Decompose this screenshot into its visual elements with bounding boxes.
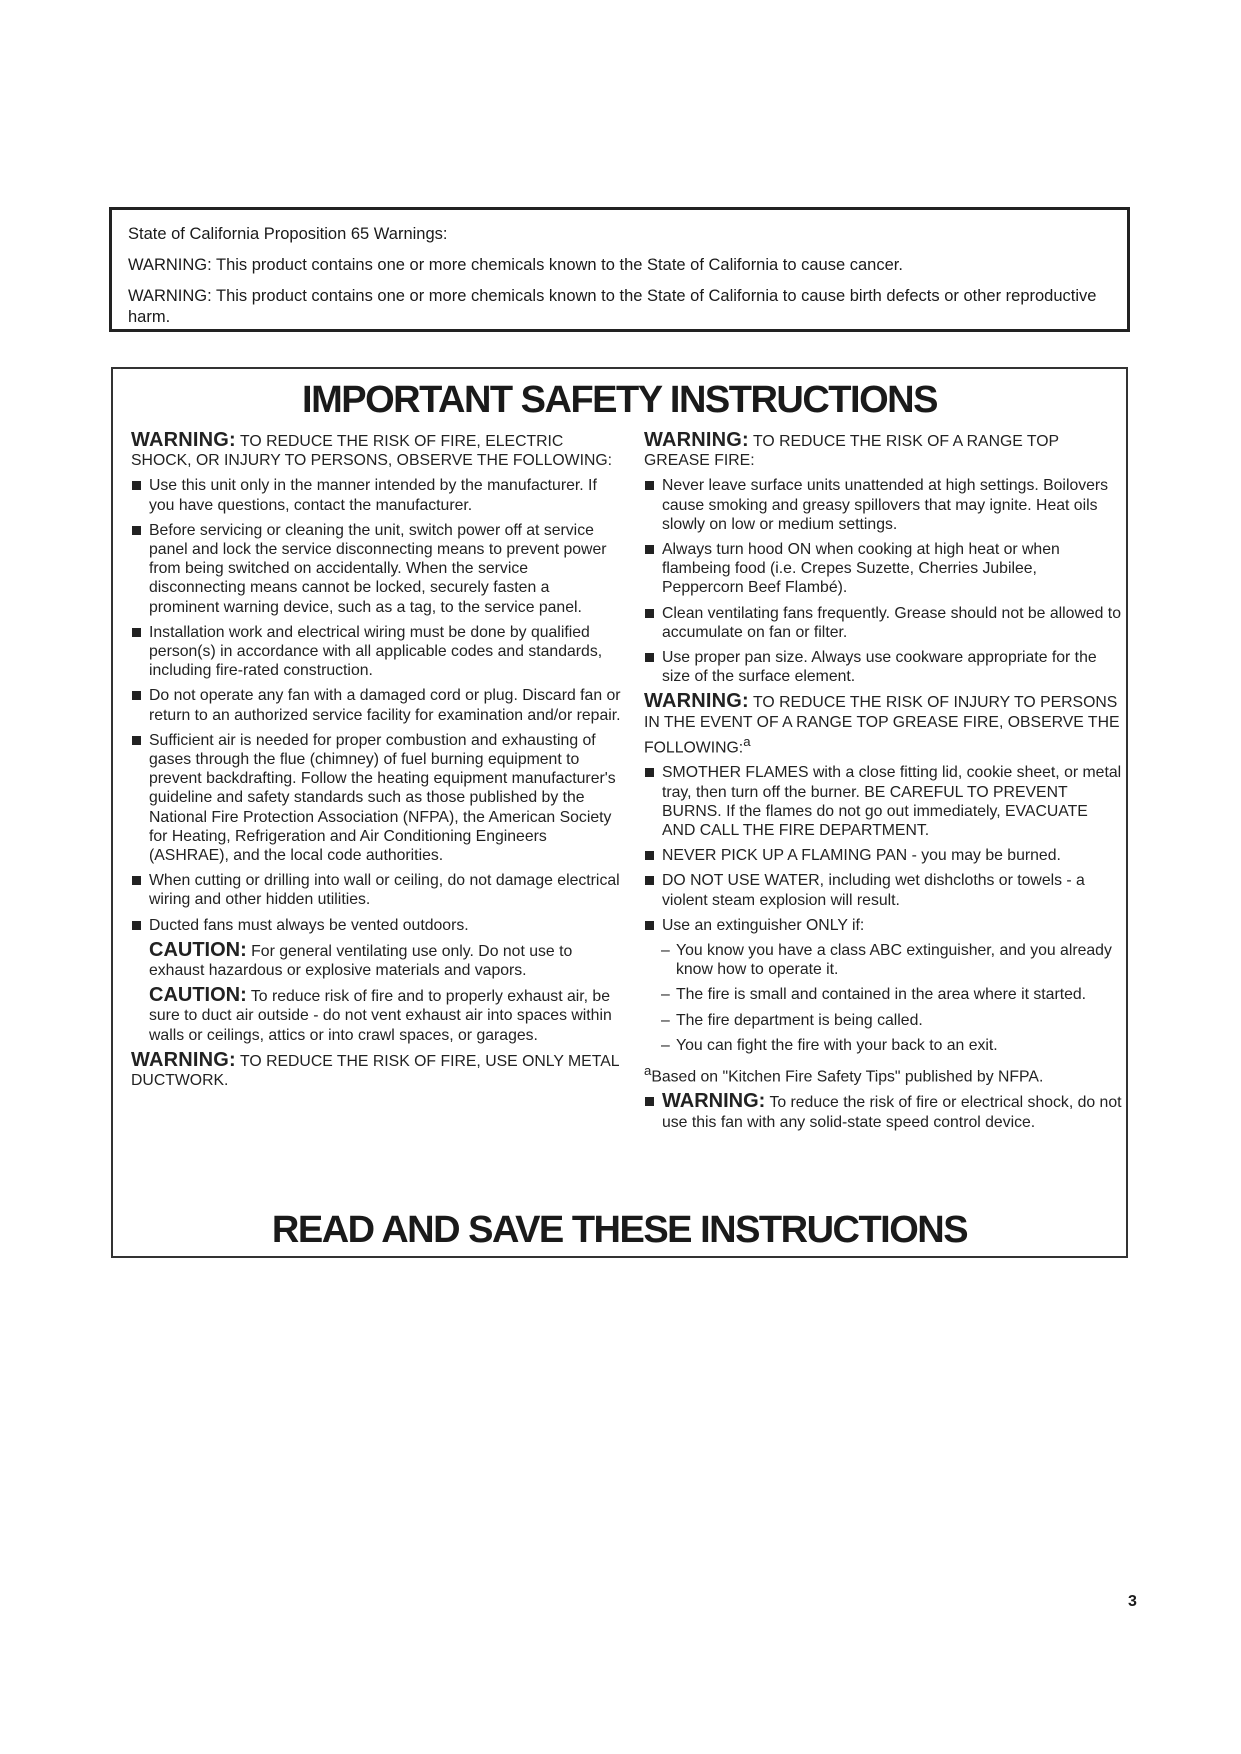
safety-instructions-box — [111, 367, 1128, 1258]
footnote — [644, 1061, 1122, 1086]
right-item-8: Use an extinguisher ONLY if: — [644, 916, 1122, 935]
right-item-2: Always turn hood ON when cooking at high heat or when flambeing food (i.e. Crepes Suzette, Cherries Jubilee, Peppercorn Beef Flambé). — [644, 540, 1122, 598]
left-item-5: Sufficient air is needed for proper combustion and exhausting of gases through the flue (chimney) of fuel burning equipment to prevent backdrafting. Follow the heating equipment manufacturer's guideline and safety standards such as those published by the National Fire Protection Association (NFPA), the American Society for Heating, Refrigeration and Air Conditioning Engineers (ASHRAE), and the local code authorities. — [131, 731, 621, 865]
caution-keyword: CAUTION: — [149, 984, 247, 1007]
right-item-6: NEVER PICK UP A FLAMING PAN - you may be burned. — [644, 846, 1122, 865]
prop65-title: State of California Proposition 65 Warnings: — [128, 225, 448, 243]
left-warning-heading — [131, 431, 621, 470]
right-warning-speed-control — [644, 1092, 1122, 1131]
left-item-6: When cutting or drilling into wall or ceiling, do not damage electrical wiring and other hidden utilities. — [131, 871, 621, 909]
left-warning-ductwork — [131, 1048, 621, 1090]
prop65-warning-birth-defects: WARNING: This product contains one or more chemicals known to the State of California to cause birth defects or other reproductive harm. — [128, 287, 1097, 326]
footnote-text: Based on "Kitchen Fire Safety Tips" published by NFPA. — [651, 1068, 1044, 1086]
safety-title: IMPORTANT SAFETY INSTRUCTIONS — [302, 379, 937, 421]
left-item-7: Ducted fans must always be vented outdoors. — [131, 916, 621, 935]
read-and-save-title: READ AND SAVE THESE INSTRUCTIONS — [271, 1209, 968, 1251]
right-item-5: SMOTHER FLAMES with a close fitting lid, cookie sheet, or metal tray, then turn off the burner. BE CAREFUL TO PREVENT BURNS. If the flames do not go out immediately, EVACUATE AND CALL THE FIRE DEPARTMENT. — [644, 763, 1122, 840]
page-number: 3 — [1128, 1593, 1137, 1610]
extinguisher-condition-1: – You know you have a class ABC extinguisher, and you already know how to operate it. — [644, 941, 1122, 979]
right-item-3: Clean ventilating fans frequently. Grease should not be allowed to accumulate on fan or filter. — [644, 604, 1122, 642]
extinguisher-condition-4: – You can fight the fire with your back to an exit. — [644, 1036, 1122, 1055]
right-item-7: DO NOT USE WATER, including wet dishcloths or towels - a violent steam explosion will result. — [644, 871, 1122, 909]
warning-keyword: WARNING: — [644, 429, 749, 451]
right-item-4: Use proper pan size. Always use cookware appropriate for the size of the surface element. — [644, 648, 1122, 686]
right-warning-grease-fire — [644, 692, 1122, 757]
extinguisher-condition-2: – The fire is small and contained in the area where it started. — [644, 985, 1122, 1004]
right-column — [644, 431, 1122, 1138]
warning-text: TO REDUCE THE RISK OF FIRE, USE ONLY METAL DUCTWORK. — [131, 1052, 619, 1090]
caution-duct-air — [149, 986, 621, 1045]
warning-text: TO REDUCE THE RISK OF FIRE, ELECTRIC SHOCK, OR INJURY TO PERSONS, OBSERVE THE FOLLOWING: — [131, 433, 613, 470]
right-warning-heading — [644, 431, 1122, 470]
footnote-marker: a — [743, 733, 751, 749]
left-item-1: Use this unit only in the manner intended by the manufacturer. If you have questions, contact the manufacturer. — [131, 476, 621, 514]
caution-text: To reduce risk of fire and to properly exhaust air, be sure to duct air outside - do not vent exhaust air into spaces within walls or ceilings, attics or into crawl spaces, or garages. — [149, 988, 612, 1044]
warning-keyword: WARNING: — [644, 690, 749, 713]
warning-text: TO REDUCE THE RISK OF A RANGE TOP GREASE FIRE: — [644, 433, 1059, 470]
warning-text: To reduce the risk of fire or electrical shock, do not use this fan with any solid-state speed control device. — [662, 1094, 1122, 1131]
footnote-marker: a — [644, 1062, 652, 1078]
prop65-box — [109, 207, 1130, 332]
caution-ventilating — [149, 938, 621, 980]
left-column — [131, 431, 621, 1096]
caution-keyword: CAUTION: — [149, 938, 247, 961]
warning-text: TO REDUCE THE RISK OF INJURY TO PERSONS IN THE EVENT OF A RANGE TOP GREASE FIRE, OBSERVE THE FOLLOWING: — [644, 694, 1120, 757]
extinguisher-condition-3: – The fire department is being called. — [644, 1011, 1122, 1030]
left-item-4: Do not operate any fan with a damaged cord or plug. Discard fan or return to an authorized service facility for examination and/or repair. — [131, 686, 621, 724]
warning-keyword: WARNING: — [131, 429, 236, 451]
prop65-warning-cancer: WARNING: This product contains one or more chemicals known to the State of California to cause cancer. — [128, 256, 903, 274]
warning-keyword: WARNING: — [662, 1090, 766, 1113]
right-item-1: Never leave surface units unattended at high settings. Boilovers cause smoking and greasy spillovers that may ignite. Heat oils slowly on low or medium settings. — [644, 476, 1122, 534]
caution-text: For general ventilating use only. Do not use to exhaust hazardous or explosive materials and vapors. — [149, 942, 573, 980]
left-item-2: Before servicing or cleaning the unit, switch power off at service panel and lock the service disconnecting means to prevent power from being switched on accidentally. When the service disconnecting means cannot be locked, securely fasten a prominent warning device, such as a tag, to the service panel. — [131, 521, 621, 617]
warning-keyword: WARNING: — [131, 1048, 236, 1071]
left-item-3: Installation work and electrical wiring must be done by qualified person(s) in accordance with all applicable codes and standards, including fire-rated construction. — [131, 623, 621, 681]
